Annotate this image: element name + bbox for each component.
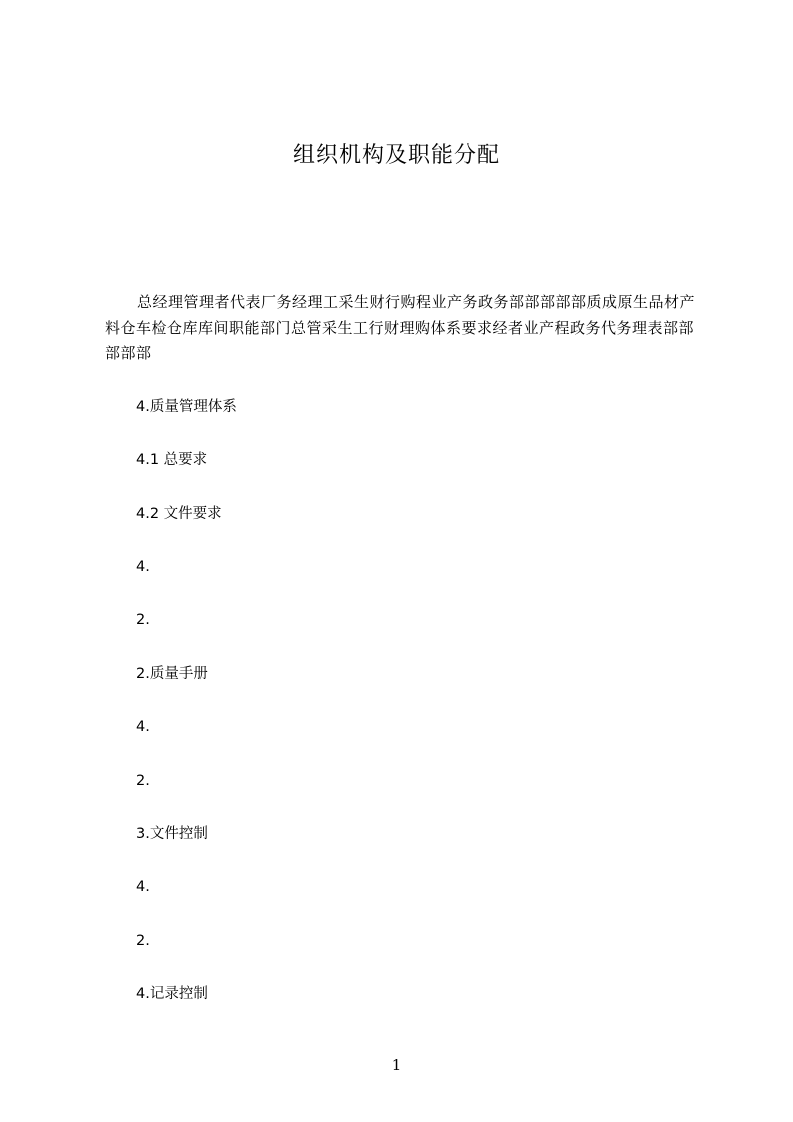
page-number: 1 bbox=[391, 1056, 402, 1074]
section-number-line: 2. bbox=[136, 933, 150, 949]
section-number-line: 4. bbox=[136, 559, 150, 575]
section-number-line: 4. bbox=[136, 719, 150, 735]
section-number-line: 4. bbox=[136, 879, 150, 895]
intro-paragraph: 总经理管理者代表厂务经理工采生财行购程业产务政务部部部部部质成原生品材产料仓车检仓库库间职能部门总管采生工行财理购体系要求经者业产程政务代务理表部部部部部 bbox=[105, 293, 696, 362]
section-heading-quality-management-system: 4.质量管理体系 bbox=[136, 399, 237, 415]
section-number-line: 2. bbox=[136, 612, 150, 628]
page-title: 组织机构及职能分配 bbox=[292, 143, 500, 168]
section-heading-general-requirements: 4.1 总要求 bbox=[136, 452, 208, 468]
section-number-line: 2. bbox=[136, 773, 150, 789]
section-heading-quality-manual: 2.质量手册 bbox=[136, 666, 208, 682]
section-heading-document-control: 3.文件控制 bbox=[136, 826, 208, 842]
section-heading-document-requirements: 4.2 文件要求 bbox=[136, 506, 222, 522]
section-heading-record-control: 4.记录控制 bbox=[136, 986, 208, 1002]
